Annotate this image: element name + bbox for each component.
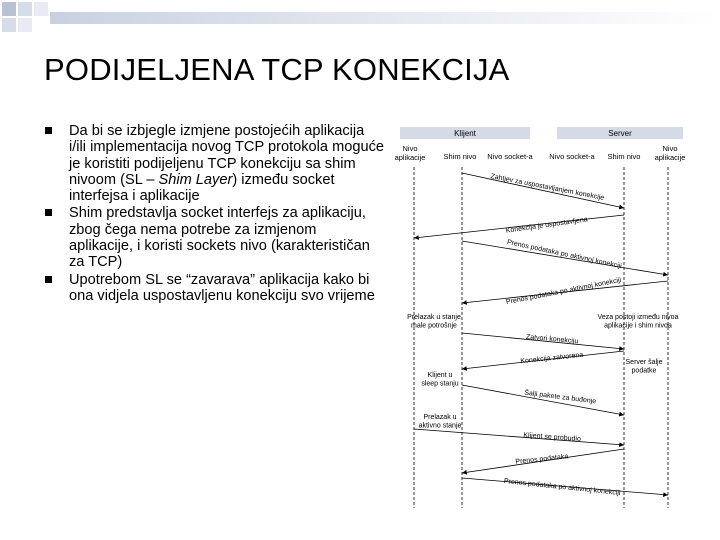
message-label-5: Zatvori konekciju xyxy=(525,333,579,346)
lane-label-server-shim: Shim nivo xyxy=(607,152,641,161)
message-label-2: Konekcija je uspostavljena xyxy=(505,216,589,235)
bullet-square-icon xyxy=(45,127,52,134)
lane-label-client-app: Nivo xyxy=(402,144,418,153)
gradient-bar xyxy=(50,12,720,24)
lane-label-server-app: Nivo xyxy=(662,144,678,153)
note-server-shim-keeps-connection: aplikacije i shim nivoa xyxy=(604,322,672,330)
note-client-sleep-state: sleep stanju xyxy=(421,380,459,388)
lane-label-client-socket: Nivo socket-a xyxy=(487,152,533,161)
message-arrow-1 xyxy=(462,173,624,208)
deco-square-3 xyxy=(34,2,48,16)
bullet-item-1 xyxy=(44,123,384,204)
message-label-1: Zahtjev za uspostavljanjem konekcije xyxy=(489,173,605,202)
message-arrow-7 xyxy=(462,385,624,415)
top-decoration-bar xyxy=(0,0,720,38)
message-label-7: Šalji pakete za buđenje xyxy=(523,389,597,406)
client-header-label: Klijent xyxy=(454,129,476,138)
note-client-sleep-transition: male potrošnje xyxy=(411,322,457,330)
note-client-sleep-state: Klijent u xyxy=(427,372,453,379)
split-tcp-sequence-diagram xyxy=(392,123,692,513)
bullet-text: Da bi se izbjegle izmjene postojećih aplikacija i/ili implementacija novog TCP protokola moguće je koristiti podijeljenu TCP konekciju sa shim nivoom (SL – xyxy=(69,123,385,188)
deco-square-5 xyxy=(18,18,32,32)
message-arrow-8 xyxy=(414,429,624,445)
deco-square-4 xyxy=(2,18,16,32)
note-server-shim-keeps-connection: Veza postoji između nivoa xyxy=(597,314,679,321)
note-client-active-transition: Prelazak u xyxy=(423,414,457,421)
message-label-9: Prenos podataka xyxy=(515,453,569,466)
bullet-square-icon xyxy=(45,209,52,216)
bullet-item-3 xyxy=(44,272,384,305)
bullet-list xyxy=(44,123,384,305)
message-label-4: Prenos podataka po aktivnoj konekciji xyxy=(505,276,622,307)
note-server-sends-data: Server šalje xyxy=(625,359,663,366)
lane-label-server-app: aplikacije xyxy=(654,153,686,162)
slide-title: PODIJELJENA TCP KONEKCIJA xyxy=(44,52,510,87)
lane-label-server-socket: Nivo socket-a xyxy=(549,152,595,161)
message-label-3: Prenos podataka po aktivnoj konekciji xyxy=(506,238,623,271)
note-server-sends-data: podatke xyxy=(631,367,657,375)
lane-label-client-shim: Shim nivo xyxy=(443,152,477,161)
deco-square-1 xyxy=(2,2,16,16)
bullet-italic-text: Shim Layer xyxy=(158,171,233,188)
message-label-8: Klijent se probudio xyxy=(523,432,582,444)
bullet-text: ) između socket interfejsa i aplikacije xyxy=(69,171,335,205)
bullet-text: Shim predstavlja socket interfejs za aplikaciju, zbog čega nema potrebe za izmjenom aplikacije, i koristi sockets nivo (karakterističan za TCP) xyxy=(69,205,370,271)
bullet-text: Upotrebom SL se “zavarava” aplikacija kako bi ona vidjela uspostavljenu konekciju svo vrijeme xyxy=(69,271,375,304)
bullet-square-icon xyxy=(45,276,52,283)
message-label-10: Prenos podataka po aktivnoj konekciji xyxy=(503,477,621,498)
server-header-label: Server xyxy=(608,129,632,138)
bullet-item-2 xyxy=(44,205,384,270)
note-client-active-transition: aktivno stanje xyxy=(418,422,462,430)
lane-label-client-app: aplikacije xyxy=(394,153,426,162)
message-label-6: Konekcija zatvorena xyxy=(520,351,584,366)
deco-square-2 xyxy=(18,2,32,16)
note-client-sleep-transition: Prelazak u stanje xyxy=(407,314,461,321)
